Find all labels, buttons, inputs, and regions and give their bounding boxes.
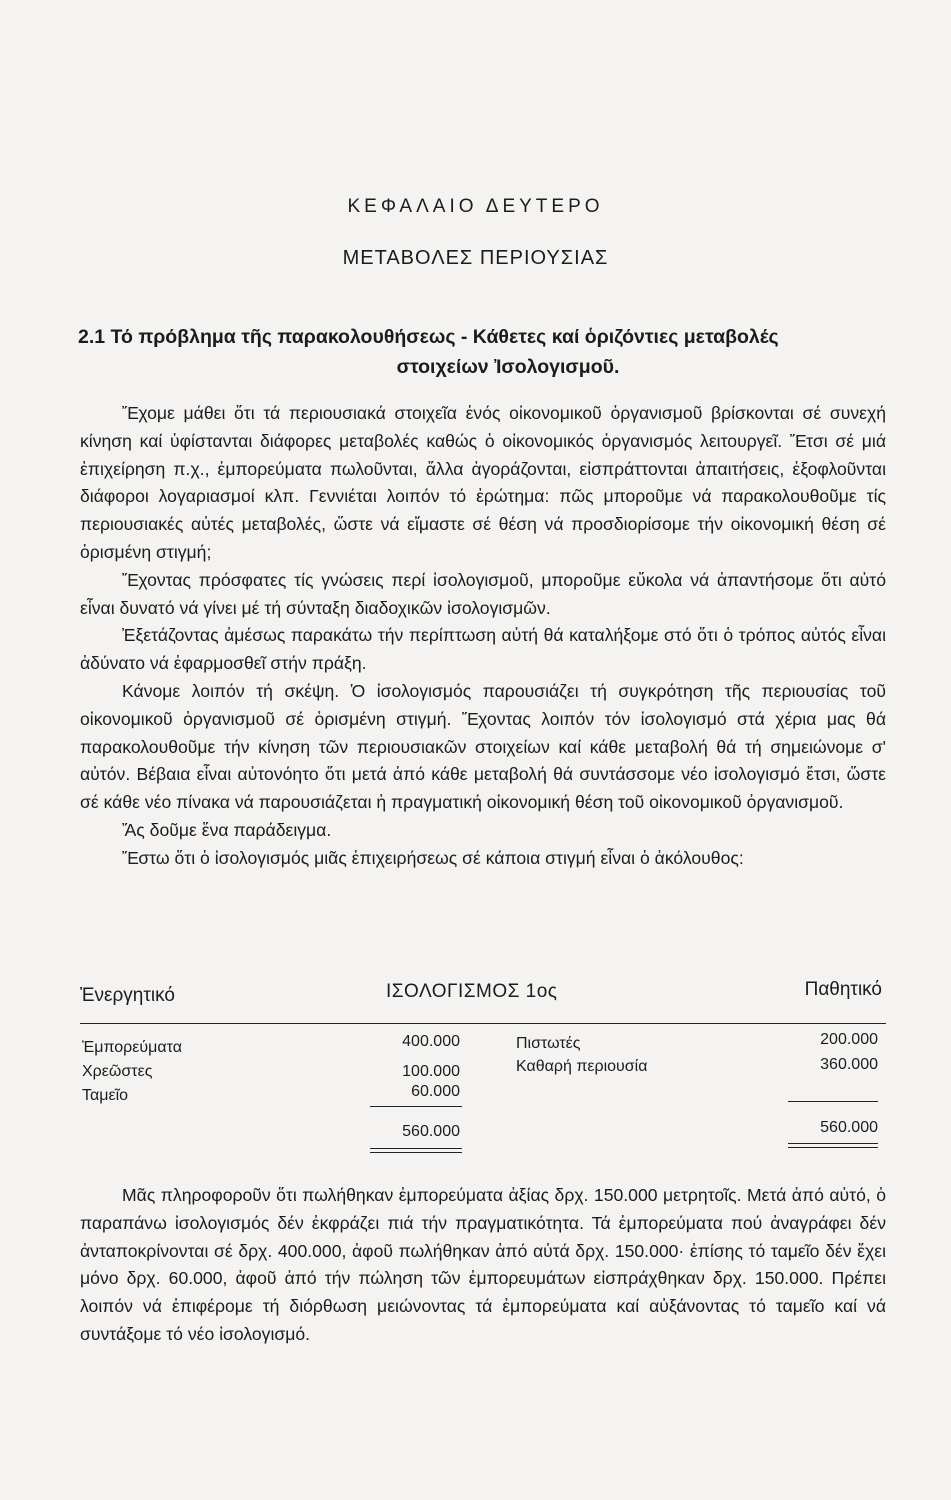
asset-label: Ταμεῖο — [82, 1087, 129, 1104]
liability-value: 200.000 — [820, 1031, 878, 1048]
chapter-title: ΜΕΤΑΒΟΛΕΣ ΠΕΡΙΟΥΣΙΑΣ — [342, 247, 609, 269]
liability-value: 360.000 — [820, 1056, 878, 1073]
paragraph: Ἔστω ὅτι ὁ ἰσολογισμός μιᾶς ἐπιχειρήσεως σέ κάποια στιγμή εἶναι ὁ ἀκόλουθος: — [122, 847, 744, 868]
liabilities-total: 560.000 — [820, 1119, 878, 1136]
section-heading — [78, 322, 898, 382]
asset-value: 100.000 — [402, 1063, 460, 1080]
total-double-rule — [788, 1143, 878, 1148]
header-rule — [80, 1023, 886, 1024]
assets-total: 560.000 — [402, 1123, 460, 1140]
balance-sheet-title: ΙΣΟΛΟΓΙΣΜΟΣ 1ος — [386, 981, 558, 1002]
paragraph: Ἔχοντας πρόσφατες τίς γνώσεις περί ἰσολογισμοῦ, μποροῦμε εὔκολα νά ἀπαντήσομε ὅτι αὐτό εἶναι δυνατό νά γίνει μέ τή σύνταξη διαδοχικῶν ἰσολογισμῶν. — [80, 569, 886, 618]
asset-value: 60.000 — [411, 1083, 460, 1100]
paragraph: Ἐξετάζοντας ἀμέσως παρακάτω τήν περίπτωση αὐτή θά καταλήξομε στό ὅτι ὁ τρόπος αὐτός εἶναι ἀδύνατο νά ἐφαρμοσθεῖ στήν πράξη. — [80, 625, 886, 674]
balance-sheet — [80, 975, 886, 1165]
liability-label: Πιστωτές — [516, 1035, 581, 1052]
section-heading-line2: στοιχείων Ἰσολογισμοῦ. — [396, 356, 620, 378]
subtotal-rule — [370, 1106, 462, 1107]
asset-label: Ἐμπορεύματα — [82, 1039, 182, 1056]
asset-label: Χρεῶστες — [82, 1063, 153, 1080]
subtotal-rule — [788, 1101, 878, 1102]
liability-label: Καθαρή περιουσία — [516, 1058, 648, 1075]
paragraph: Κάνομε λοιπόν τή σκέψη. Ὁ ἰσολογισμός παρουσιάζει τή συγκρότηση τῆς περιουσίας τοῦ οἰκονομικοῦ ὀργανισμοῦ σέ ὁρισμένη στιγμή. Ἔχοντας λοιπόν τόν ἰσολογισμό στά χέρια μας θά παρακολουθοῦμε τήν κίνηση τῶν περιουσιακῶν στοιχείων καί κάθε μεταβολή θά τή σημειώνομε σ' αὐτόν. Βέβαια εἶναι αὐτονόητο ὅτι μετά ἀπό κάθε μεταβολή θά συντάσσομε νέο ἰσολογισμό ἔτσι, ὥστε σέ κάθε νέο πίνακα νά παρουσιάζεται ἡ πραγματική οἰκονομική θέση τοῦ οἰκονομικοῦ ὀργανισμοῦ. — [80, 680, 886, 813]
paragraph: Ἔχομε μάθει ὅτι τά περιουσιακά στοιχεῖα ἑνός οἰκονομικοῦ ὀργανισμοῦ βρίσκονται σέ συνεχή κίνηση καί ὑφίστανται διάφορες μεταβολές καθώς ὁ οἰκονομικός ὀργανισμός λειτουργεῖ. Ἔτσι σέ μιά ἐπιχείρηση π.χ., ἐμπορεύματα πωλοῦνται, ἄλλα ἀγοράζονται, εἰσπράττονται ἀπαιτήσεις, ἐξοφλοῦνται διάφοροι λογαριασμοί κλπ. Γεννιέται λοιπόν τό ἐρώτημα: πῶς μποροῦμε νά παρακολουθοῦμε τίς περιουσιακές αὐτές μεταβολές, ὥστε νά εἴμαστε σέ θέση νά προσδιορίσομε τήν οἰκονομική θέση σέ ὁρισμένη στιγμή; — [80, 403, 886, 562]
assets-heading: Ἐνεργητικό — [80, 985, 175, 1006]
paragraph: Ἄς δοῦμε ἕνα παράδειγμα. — [122, 819, 332, 840]
paragraph: Μᾶς πληροφοροῦν ὅτι πωλήθηκαν ἐμπορεύματα ἀξίας δρχ. 150.000 μετρητοῖς. Μετά ἀπό αὐτό, ὁ παραπάνω ἰσολογισμός δέν ἐκφράζει πιά τήν πραγματικότητα. Τά ἐμπορεύματα πού ἀναγράφει δέν ἀνταποκρίνονται σέ δρχ. 400.000, ἀφοῦ πωλήθηκαν ἀπό αὐτά δρχ. 150.000· ἐπίσης τό ταμεῖο δέν ἔχει μόνο δρχ. 60.000, ἀφοῦ ἀπό τήν πώληση τῶν ἐμπορευμάτων εἰσπράχθηκαν δρχ. 150.000. Πρέπει λοιπόν νά ἐπιφέρομε τή διόρθωση μειώνοντας τά ἐμπορεύματα καί αὐξάνοντας τό ταμεῖο καί νά συντάξομε τό νέο ἰσολογισμό. — [80, 1185, 886, 1344]
chapter-label: ΚΕΦΑΛΑΙΟ ΔΕΥΤΕΡΟ — [347, 196, 604, 217]
asset-value: 400.000 — [402, 1033, 460, 1050]
liabilities-heading: Παθητικό — [804, 979, 882, 1000]
total-double-rule — [370, 1148, 462, 1153]
section-heading-line1: 2.1 Τό πρόβλημα τῆς παρακολουθήσεως - Κάθετες καί ὁριζόντιες μεταβολές — [78, 326, 779, 348]
body-text-before — [80, 400, 886, 873]
body-text-after — [80, 1182, 886, 1349]
